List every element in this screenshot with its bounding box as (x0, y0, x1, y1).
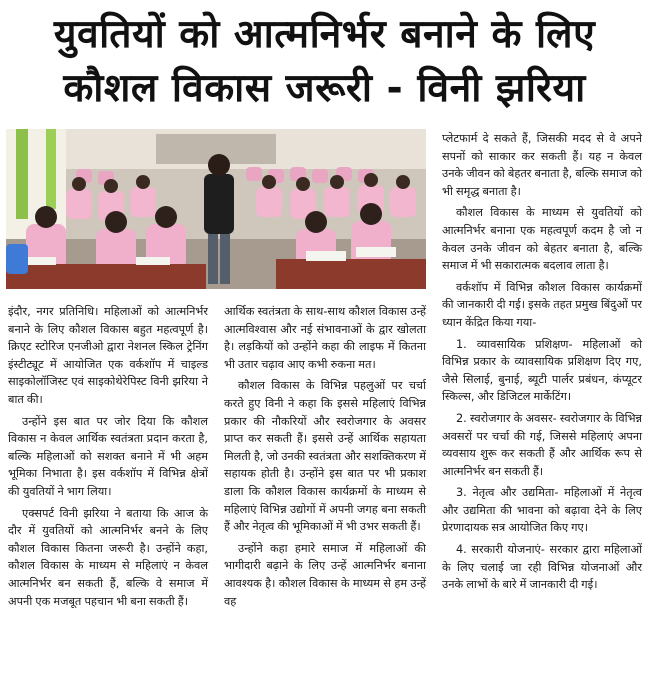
paragraph: उन्होंने इस बात पर जोर दिया कि कौशल विकास न केवल आर्थिक स्वतंत्रता प्रदान करता है, बल्कि महिलाओं को सशक्त बनाने में भी अहम भूमिका निभाता है। इस वर्कशॉप में विभिन्न क्षेत्रों की युवतियों ने भाग लिया। (8, 414, 208, 498)
paragraph: कौशल विकास के विभिन्न पहलुओं पर चर्चा करते हुए विनी ने कहा कि इससे महिलाएं विभिन्न प्रकार की नौकरियों और स्वरोजगार के अवसर प्राप्त कर सकती हैं। इससे उन्हें आर्थिक सहायता मिलती है, जो उनकी स्वतंत्रता और सशक्तिकरण में सहायक होती है। उन्होंने इस बात पर भी प्रकाश डाला कि कौशल विकास कार्यक्रमों के माध्यम से महिलाएं विभिन्न उद्योगों में अपनी जगह बना सकती हैं और नेतृत्व की भूमिकाओं में भी उभर सकती हैं। (224, 379, 426, 534)
paragraph: इंदौर, नगर प्रतिनिधि। महिलाओं को आत्मनिर्भर बनाने के लिए कौशल विकास बहुत महत्वपूर्ण है। क्रिएट स्टोरिज एनजीओ द्वारा नेशनल स्किल ट्रेनिंग इंस्टीट्यूट में आयोजित एक वर्कशॉप में चाइल्ड साइकोलॉजिस्ट एवं साइकोथेरेपिस्ट विनी झरिया ने बात की। (8, 305, 208, 406)
article-column-3 (442, 130, 642, 598)
list-item: 3. नेतृत्व और उद्यमिता- महिलाओं में नेतृत्व और उद्यमिता की भावना को बढ़ावा देने के लिए प्रेरणादायक सत्र आयोजित किए गए। (442, 486, 642, 535)
paragraph: कौशल विकास के माध्यम से युवतियों को आत्मनिर्भर बनाना एक महत्वपूर्ण कदम है जो न केवल उनके जीवन को बेहतर बनाता है, बल्कि समाज में भी सकारात्मक बदलाव लाता है। (442, 206, 642, 273)
headline-line-1: युवतियों को आत्मनिर्भर बनाने के लिए (53, 12, 596, 57)
paragraph: प्लेटफार्म दे सकते हैं, जिसकी मदद से वे अपने सपनों को साकार कर सकती हैं। यह न केवल उनके जीवन को बेहतर बनाता है, बल्कि समाज को भी समृद्ध बनाता है। (442, 132, 642, 198)
article-column-2 (224, 303, 426, 614)
classroom-illustration (6, 129, 426, 289)
paragraph: उन्होंने कहा हमारे समाज में महिलाओं की भागीदारी बढ़ाने के लिए उन्हें आत्मनिर्भर बनाना आवश्यक है। कौशल विकास के माध्यम से हम उन्हें वह (224, 541, 426, 608)
paragraph: आर्थिक स्वतंत्रता के साथ-साथ कौशल विकास उन्हें आत्मविश्वास और नई संभावनाओं के द्वार खोलता है। लड़कियों को उन्होंने कहा की लाइफ में कितना भी उतार चढ़ाव आए कभी रुकना मत। (224, 305, 426, 371)
headline-line-2: कौशल विकास जरूरी - विनी झरिया (63, 66, 586, 111)
classroom-photo (6, 129, 426, 289)
list-item: 1. व्यावसायिक प्रशिक्षण- महिलाओं को विभिन्न प्रकार के व्यावसायिक प्रशिक्षण दिए गए, जैसे सिलाई, बुनाई, ब्यूटी पार्लर प्रबंधन, कंप्यूटर स्किल्स, और डिजिटल मार्केटिंग। (442, 337, 642, 404)
list-item: 4. सरकारी योजनाएं- सरकार द्वारा महिलाओं के लिए चलाई जा रही विभिन्न योजनाओं और उनके लाभों के बारे में जानकारी दी गई। (442, 543, 642, 592)
paragraph: वर्कशॉप में विभिन्न कौशल विकास कार्यक्रमों की जानकारी दी गई। इसके तहत प्रमुख बिंदुओं पर ध्यान केंद्रित किया गया- (442, 280, 642, 329)
paragraph: एक्सपर्ट विनी झरिया ने बताया कि आज के दौर में युवतियों को आत्मनिर्भर बनने के लिए कौशल विकास कितना जरूरी है। उन्होंने कहा, कौशल विकास के माध्यम से महिलाएं न केवल आत्मनिर्भर बन सकती हैं, बल्कि वे समाज में अपनी एक मजबूत पहचान भी बना सकती हैं। (8, 506, 208, 608)
list-item: 2. स्वरोजगार के अवसर- स्वरोजगार के विभिन्न अवसरों पर चर्चा की गई, जिससे महिलाएं अपना व्यवसाय शुरू कर सकती हैं और आर्थिक रूप से आत्मनिर्भर बन सकती हैं। (442, 411, 642, 478)
article-column-1 (8, 303, 208, 614)
